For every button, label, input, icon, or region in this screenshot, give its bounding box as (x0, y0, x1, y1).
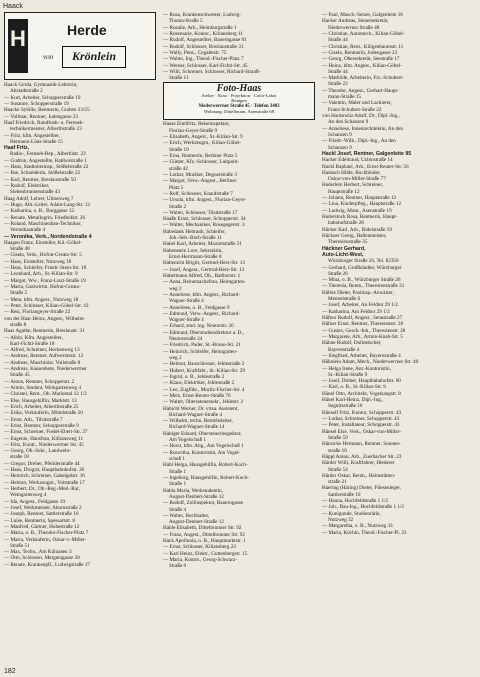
directory-entry-line: — Metz, Ernst-Reuter-Straße 76 (163, 392, 231, 399)
directory-entry-line: Hänsel Else, Verk., Oskar-von-Miller- (322, 428, 401, 435)
directory-entry-line: — Margaretha, o. B., Nutzweg 33 (322, 523, 393, 530)
directory-entry-line: Hauptstraße 12 (328, 188, 360, 195)
directory-entry-line: schuß 1 (169, 456, 185, 462)
directory-entry-line: — Christel, Rent., Ob. Mariental 12 1/2 (4, 391, 87, 398)
directory-entry-line: Richard-Wagner-Straße 14 (169, 424, 225, 431)
directory-entry-line: — Rosa, Krankenschwester, Ludwig- (163, 12, 242, 18)
directory-entry-line: — Karl Heinz, Elektr., Guttenbergstr. 15 (163, 550, 248, 557)
directory-entry-line: — Gerhard, Großhändler, Würzburger (322, 264, 402, 271)
directory-entry-line: — Ilse, Schneiderin, Stößelstraße 22 (4, 170, 81, 177)
column-1 (4, 12, 156, 568)
directory-entry-line: Hermann-Löns-Straße 15 (10, 138, 63, 145)
directory-entry-line: Haering (Häring) Dieter, Fliesenleger, (322, 485, 401, 492)
directory-entry-line: — Erich, Werkzeugm., Kilian-Göbel- (163, 140, 242, 147)
directory-entry-line: — Ernst, Arb., Tilsitstraße 7 (4, 416, 63, 423)
directory-entry-line: — Leonhard, Arb., St.-Kilian-Str. 9 (4, 271, 78, 278)
directory-entry-line: bahnhofstraße 28 (328, 220, 364, 227)
directory-entry-line: An den Schanzen 9 (328, 119, 369, 126)
directory-entry-line: August-Denbert-Straße 12 (169, 519, 224, 526)
directory-entry-line: — Maria, Gastwirtin, Hofrat-Greatz- (4, 284, 81, 290)
directory-entry-line: — Max, Techn., Am Kührasen 3 (4, 549, 72, 556)
directory-entry-line: Straße 22 (328, 81, 348, 88)
directory-entry-line: — Hubert, Kraftfahr., St.-Kilian-Str. 29 (163, 367, 245, 374)
directory-entry-line: straße 21 (328, 479, 347, 486)
directory-entry-line: Franz-Schubert-Straße 22 (328, 106, 382, 113)
foto-ad-services-2: Röntgen (231, 98, 247, 104)
directory-entry-line: — Hanna, Hochfeldstraße 1 1/2 (322, 498, 389, 505)
directory-entry-line: Weingartenweg 4 (10, 492, 47, 499)
directory-entry-line: — Ludwig, Mont., Asenstraße 19 (322, 207, 392, 214)
directory-entry-line: Straße 26 (328, 270, 348, 277)
directory-entry-line: — Wilhelm, techn. Betriebsleiter, (163, 418, 233, 425)
directory-entry-line: Hänself Fritz, Kontor, Schopperstr. 43 (322, 409, 402, 416)
directory-entry-line: — Anneliese, Innenarchitektin, An den (322, 125, 403, 132)
directory-entry-line: Straße 19 (169, 146, 189, 153)
directory-entry-line: Straße 1 (169, 481, 187, 488)
directory-entry-line: — Hans, Schleifer, Friedr.-Stein-Str. 18 (4, 265, 87, 272)
directory-entry-line: Straße 44 (328, 68, 348, 75)
directory-entry-line: Haderstock Rosa, Rentnerin, Haupt- (322, 214, 398, 220)
directory-entry-line: — Else, Hausgehilfin, Marktstr. 13 (4, 397, 77, 404)
directory-entry-line: Häcker Karl, Arb., Ridelstraße 19 (322, 226, 392, 233)
directory-entry-line: — Veronika, Verk., Nordendstraße 4 (4, 233, 92, 240)
directory-entry-line: — Gisela, Verk., Hofrat-Greatz-Str. 5 (4, 252, 82, 259)
directory-entry-line: Straße 5 (10, 290, 28, 297)
directory-entry-line: — Hans, Drogist, Hauptbahnhofstr. 26 (4, 467, 85, 474)
directory-entry-line: Habel Karl, Arbeiter, Mozartstraße 31 (163, 241, 242, 248)
directory-entry-line: — Karl, o. B., St.-Kilian-Str. 9 (322, 384, 386, 391)
directory-entry-line: — Maria, Verkäuferin, Oskar-v.-Miller- (4, 536, 87, 543)
directory-entry-line: — Herbert, Dr., Ob.-Reg.-Med.-Rat, (4, 486, 80, 492)
page-number: 182 (4, 668, 16, 675)
directory-entry-line: — Maria, o. B., Theodor-Fischer-Platz 7 (4, 530, 89, 537)
directory-entry-line: Häfele Dieter, Postinsp.-Anwärter, (322, 289, 394, 296)
directory-entry-line: — Alfred, Schreiner, Heckenweg 13 (4, 347, 80, 354)
directory-entry-line: — Peter, Installateur, Schopperstr. 43 (322, 422, 400, 429)
directory-entry-line: straße 42 (169, 165, 188, 172)
directory-entry-line: Haacke Sybille, Rentnerin, Graben 23/25 (4, 107, 90, 114)
directory-entry-line: Radio-, Fernseh-Rep., Albertlistr. 23 (10, 151, 86, 158)
directory-entry-line: Habla Maria, Werkstudentin, (163, 487, 223, 494)
directory-entry-line: — Otto, Schlosser, Mergentgasse 20 (4, 555, 80, 562)
column-3-entries (322, 12, 474, 536)
column-2 (163, 12, 315, 570)
column-2-entries (163, 12, 315, 570)
directory-entry-line: Florian-Geyer-Straße 9 (169, 127, 218, 134)
directory-entry-line: — Walter, Mechaniker, Rosegegerstr. 3 (163, 222, 245, 229)
directory-entry-line: — Ernst, Schreiner, Fiedel-Ebert-Str. 37 (4, 429, 88, 436)
directory-entry-line: — Margot, Verw.-Angest., Berliner (163, 178, 237, 185)
directory-entry-line: — Albin, Kfm. Angestellter, (4, 334, 63, 341)
directory-entry-line: — Walter, Schlosser, Tilsitstraße 17 (163, 209, 238, 216)
directory-entry-line: Hähnlein Adam, Mech., Niederwerrner Str. 48 (322, 359, 419, 366)
directory-entry-line: — Erhard, stud. ing. Neutorstr. 26 (163, 323, 234, 330)
directory-entry-line: — Margarete, Arb., Armin-Knab-Str. 5 (322, 333, 403, 340)
directory-entry-line: — Wally, Pens., Cogaltestr. 75 (163, 49, 227, 56)
directory-entry-line: Platz 5 (169, 184, 184, 191)
directory-entry-line: Hadasch Hilde, Buchbinder, (322, 169, 381, 176)
directory-entry-line: Nutzweg 32 (328, 517, 354, 523)
column-3 (322, 12, 474, 536)
directory-entry-line: — Mathilde, Arbeiterin, Frz.-Schubert- (322, 75, 404, 82)
directory-entry-line: Habiger Eduard, Obersteuerinspektor, (163, 430, 242, 437)
directory-entry-line: straße 10 (328, 447, 347, 454)
directory-entry-line: — Friedr.-Wilh., Dipl.-Ing., An den (322, 138, 396, 145)
directory-entry-line: — Helmut, Werkzeugm., Voitstraße 17 (4, 479, 85, 486)
directory-entry-line: Haderlein Herbert, Schreiner, (322, 182, 384, 189)
directory-entry-line: Am Vogelschuß 1 (169, 437, 206, 444)
directory-entry-line: Sattlerstraße 10 (328, 491, 361, 498)
directory-entry-line: Veronikastraße 4 (10, 227, 46, 234)
directory-entry-line: — Josef, Werkmeister, Ahornstraße 2 (4, 504, 82, 511)
kroenlein-logo: Krönlein (62, 46, 126, 68)
directory-entry-line: — Fritz, Kontr., Niederwerrner Str. 45 (4, 441, 84, 448)
foto-ad-address: Niederwerrner Straße 45 · Telefon 3403 (198, 103, 280, 109)
directory-entry-line: Wagner-Straße 4 (169, 317, 204, 324)
directory-entry-line: Straße 6 (169, 563, 187, 570)
directory-entry-line: Straße 2 (169, 203, 187, 210)
directory-entry-line: — Helga Irene, Ant.-Kontoristin, (322, 365, 391, 372)
directory-entry-line: Haase Eitelfritz, Reiseinspektor, (163, 121, 230, 128)
directory-entry-line: Straße 11 (169, 75, 189, 82)
directory-entry-line: — Rudolf, Schlosser, Breslaustraße 31 (163, 43, 244, 50)
foto-haas-logo: Foto-Haas (216, 83, 262, 95)
directory-entry-line: — Meta, kfm. Angest., Nutzweg 18 (4, 296, 79, 303)
directory-entry-line: Hänel Otto, Architekt, Vogelsangstr. 8 (322, 390, 401, 397)
directory-entry-line: Habicht Werner, Dr. vrtsa. Assistent, (163, 405, 239, 412)
directory-entry-line: — Katharina, o. B., Burggasse 12 (4, 208, 75, 215)
directory-entry-line: Haaf Friedrich, Rundfunk- u. Fernseh- (4, 119, 85, 126)
directory-entry-line: — Roland, Maschinenbau-Techniker, (4, 220, 82, 227)
herde-von-text: von (43, 53, 54, 61)
directory-entry-line: — Edmund, Verw.-Angest., Richard- (163, 310, 240, 317)
directory-entry-line: — Josef, Arbeiter, An Feldtor 29 1/2 (322, 302, 398, 309)
herde-headline: Herde (67, 22, 107, 38)
directory-entry-line: Straße 44 (328, 37, 348, 44)
directory-entry-line: Hänel Karl-Heinz, Dipl.-Ing., (322, 397, 384, 404)
directory-entry-line: Niederwerrner Straße 48 (328, 24, 380, 31)
directory-entry-line: — Edmund, Oberstudiendirektor a. D., (163, 329, 244, 336)
directory-entry-line: — Joseph, Rentner, Sattlerstraße 16 (4, 511, 79, 518)
directory-entry-line: — Fritz, kfm. Angestellter, (4, 132, 60, 139)
directory-entry-line: — Paul, Masch.-Setzer, Galgenleite 16 (322, 12, 403, 18)
directory-entry-line: — Ernst, Schlosser, Kiliansberg 23 (163, 544, 236, 551)
directory-entry-line: Häppl Anton, Arb., Zuerbacher Str. 23 (322, 453, 402, 460)
directory-entry-line: — Ingeborg, Hausgehilfin, Robert-Koch- (163, 474, 249, 481)
directory-entry-line: St.-Kilian-Straße 9 (328, 371, 368, 378)
directory-entry-line: — Helmut, Bauschlosser, Jehlestraße 2 (163, 361, 245, 368)
directory-entry-line: — Klaus, Elektriker, Jehlestraße 2 (163, 380, 235, 387)
directory-entry-line: — Willi, Schreiner, Schlosser, Richard-Strauß- (163, 68, 261, 75)
directory-entry-line: — Renate, Metallogrin, Friedhofstr. 26 (4, 214, 86, 221)
directory-entry-line: Straße 48 (10, 246, 30, 253)
directory-entry-line: — Rudolf, Angestellter, Bauerngasse 81 (163, 37, 247, 44)
page-header: Haack (3, 3, 23, 10)
directory-entry-line: — Heinrich, Schreiner, Gabelgelstr. 16 (4, 473, 85, 480)
directory-entry-line: Hackl Raphael, Arb., Ernst-Reuter-Str. 56 (322, 163, 409, 170)
herde-advertisement (4, 12, 156, 80)
directory-entry-line: Haaße Ernst, Schlosser, Schopperstr. 34 (163, 216, 246, 223)
directory-entry-line: — Eugenie, Hausfrau, Killiansweg 11 (4, 435, 84, 442)
directory-entry-line: — Hans, Stadtoberinsp., Stößelstraße 22 (4, 164, 89, 171)
directory-entry-line: — Gudrun, Angestellte, Ratiborstraße 1 (4, 157, 87, 164)
directory-entry-line: — Franz, Angest., Dittelbrunner Str. 92 (163, 531, 245, 538)
directory-entry-line: — Hugo, Abt.-Leiter, Adam-Lang-Str. 12 (4, 201, 90, 208)
directory-entry-line: Mennelstraße 6 (328, 296, 361, 303)
directory-entry-line: Härder Willi, Kraftfahrer, Hiederer (322, 460, 395, 467)
directory-entry-line: Schanzen 9 (328, 144, 352, 151)
directory-entry-line: — Maria, Köchin, Theod.-Fischer-Pl. 23 (322, 529, 407, 536)
directory-entry-line: — Rudolf, Zollinspektor, Bauerngasse (163, 500, 244, 507)
directory-entry-line: Richard-Wagner-Straße 4 (169, 411, 222, 418)
directory-entry-line: — Kunigunde, Studienrätin, (322, 510, 381, 517)
directory-entry-line: — Andreas, Maschinist, Vollstraße 8 (4, 359, 81, 366)
directory-entry-line: — Georg, Obersekretär, Seestraße 17 (322, 56, 400, 63)
directory-entry-line: — Andreas, Rentner, Aufwerntsstr. 12 (4, 353, 84, 360)
section-letter: H (8, 19, 28, 73)
directory-entry-line: — Christian, Automech., Kilian-Göbel- (322, 30, 405, 37)
directory-entry-line: Hack Apollonia, o. B., Hauptmarktstr. 1 (163, 538, 246, 545)
directory-entry-line: Altstadtstraße 2 (10, 88, 43, 95)
directory-entry-line: — Georg, Ob.-Sekr., Landwehr- (4, 448, 72, 455)
directory-entry-line: Siebenbrunnenstraße 43 (10, 189, 60, 196)
directory-entry-line: Habermann Alfred, Ob., Ratiborstr. 1 (163, 272, 241, 279)
directory-entry-line: — Theresia, Rentn., Theresienstraße 31 (322, 283, 405, 290)
directory-entry-line: Thoma-Straße 5 (169, 18, 203, 25)
directory-entry-line: — Roswitha, Kontoristin, Am Vogel- (163, 449, 241, 456)
directory-entry-line: Hable Elisabeth, Dittelbrunner Str. 92 (163, 525, 242, 532)
directory-entry-line: Habenicht Brigitt, Gertrud-Herz-Str. 13 (163, 260, 245, 267)
directory-entry-line: Straße 4 (169, 506, 187, 513)
directory-entry-line: — Kurt, Arbeiter, Schopperstraße 19 (4, 94, 81, 101)
directory-entry-line: — Gisela, Rentnerin, Judengasse 23 (322, 49, 398, 56)
directory-entry-line: — Andreas, Kassenbote, Niederwerrner (4, 366, 87, 373)
directory-entry-line: Theresienstraße 35 (328, 239, 368, 246)
directory-entry-line: — Katharina, Am Feldtor 29 1/2 (322, 308, 390, 315)
directory-entry-line: — Karl, Rentner, Breslaustraße 50 (4, 176, 76, 183)
directory-entry-line: — Josef, Angest., Gertrud-Herz-Str. 13 (163, 266, 245, 273)
directory-entry-line: Habedank Helmuth, Schleifer, (163, 228, 226, 235)
directory-entry-line: — Valentin, Maler und Lackierer, (322, 100, 392, 107)
directory-entry-line: Hackl Josef, Rentner, Galgenleite 95 (322, 150, 412, 157)
directory-entry-line: — Hans, Einsteller, Nutzweg 18 (4, 258, 72, 265)
directory-entry-line: Hänsicke Hermann, Rentner, Sonnen- (322, 441, 401, 448)
foto-haas-advertisement (163, 82, 315, 120)
directory-entry-line: — Siegfried, Arbeiter, Bayernstraße 4 (322, 352, 401, 359)
directory-entry-line: — Lina, Kinderpfleg., Hauptstraße 12 (322, 201, 402, 208)
directory-entry-line: — Gregor, Dreher, Pfeilderstraße 44 (4, 460, 80, 467)
directory-entry-line: — Walter, Oberssteuersekr., Jehlestr. 2 (163, 399, 244, 406)
directory-entry-line: Oskar-von-Miller-Straße 77 (328, 176, 386, 183)
directory-entry-line: — Anna, Reinemachefrau, Heimgarten- (163, 279, 246, 286)
directory-entry-line: — Manfred, Gärtner, Hohestraße 12 (4, 523, 80, 530)
directory-entry-line: — Lothar, Schreiner, Schopperstr. 43 (322, 416, 400, 422)
directory-entry-line: — Johann, Rentner, Hauptstraße 12 (322, 195, 397, 202)
directory-entry-line: — Lothar, Musiker, Degnerstraße 3 (163, 171, 237, 178)
directory-entry-line: — Susanne, Schopperstraße 19 (4, 100, 69, 107)
directory-entry-line: — Günter, Kfz.-Schlosser, Luitpold- (163, 159, 239, 166)
directory-entry-line: Haack Gerda, Gymnastik-Lehrerin, (4, 82, 78, 88)
directory-entry-line: — Walter, Buchhalter, (163, 512, 210, 519)
directory-entry-line: — Armin, Student, Weingartenweg 4 (4, 385, 81, 391)
directory-entry-line: — Rudolf, Elektriker, (4, 183, 50, 189)
directory-entry-line: — Joh., Bau-Ing., Hochfeldstraße 1 1/2 (322, 504, 404, 511)
directory-entry-line: — Mina, o. B., Würzburger Straße 26 (322, 277, 401, 284)
directory-entry-line: — Anneliese, kfm. Angest., Richard- (163, 291, 240, 298)
directory-entry-line: straße 18 (10, 454, 29, 461)
directory-entry-line: — Friedrich, Pader, St.-Bruno-Str. 21 (163, 342, 241, 349)
directory-entry-line: — Vollmar, Rentner, Judengasse 23 (4, 113, 79, 120)
directory-entry-line: Segnitzstraße 16 (328, 403, 363, 410)
directory-entry-line: — Anneliese, o. B., Feldgasse 9 (163, 304, 230, 311)
directory-entry-line: Häfner Rudolf, Angest., Sennstraße 27 (322, 315, 403, 321)
directory-entry-line: von Hackewitz Adolf, Dr., Dipl.-Ing., (322, 113, 400, 119)
directory-entry-line: — Ida, Angest., Feldgasse 19 (4, 498, 65, 505)
directory-entry-line: Bayernstraße 4 (328, 346, 360, 353)
directory-entry-line: — Luise, Rentnerin, Spessartstr. 8 (4, 517, 76, 524)
directory-entry-line: Härder Oskar, Rentn., Heimstätten- (322, 472, 396, 479)
directory-entry-line: — Josef, Dreher, Hauptbahnhofstr. 60 (322, 378, 401, 385)
directory-entry-line: — Christian, Rent., Kiligenbaumstr. 11 (322, 43, 404, 50)
directory-entry-line: — Ernst, Rentner, Schopperstraße 9 (4, 422, 79, 429)
directory-entry-line: Karl-Fichtl-Straße 18 (10, 340, 55, 347)
directory-entry-line: — Erna, Rentnerin, Berliner Platz 5 (163, 153, 238, 159)
directory-entry-line: Haas Agathe, Rentnerin, Breslaustr. 31 (4, 328, 85, 335)
directory-entry-line: Habl Helga, Hausgehilfin, Robert-Koch- (163, 462, 248, 469)
directory-entry-line: Habenstein Lore, Sekretärin, (163, 247, 223, 254)
directory-entry-line: — Peter, Schlosser, Kilian-Göbel-Str. 43 (4, 302, 89, 309)
directory-entry-line: Joh.-Seb.-Bach-Straße 11 (169, 235, 222, 242)
directory-entry-line: Straße 59 (328, 434, 348, 441)
directory-entry-line: — Resi, Floriangeyer-Straße 22 (4, 309, 71, 316)
directory-entry-line: — Rolf, Schlosser, Knaufstraße 7 (163, 190, 233, 197)
directory-entry-line: Straße 45 (10, 372, 30, 379)
directory-entry-line: Straße 1 (169, 468, 187, 475)
directory-entry-line: Wagner-Straße 4 (169, 298, 204, 305)
directory-entry-line: mann-Straße 15 (328, 94, 361, 101)
directory-entry-line: — Erika, Verkäuferin, Mittelstraße 20 (4, 410, 83, 417)
directory-entry-line: — Rosemarie, Kontor., Kiliansberg 11 (163, 30, 243, 37)
directory-entry-line: — Margot, Ww., Franz-Liszt-Straße 19 (4, 277, 86, 284)
directory-entry-line: Straße 54 (328, 466, 348, 473)
directory-entry-line: — Leo, Zugführ., Moritz-Fischer-Str. 4 (163, 386, 245, 393)
directory-entry-line: Hacker Edeltraud, Uzbinstraße 14 (322, 157, 393, 164)
directory-entry-line: Haag Adolf, Lehrer, Ulmenweg 7 (4, 195, 74, 202)
column-1-entries (4, 82, 156, 568)
directory-entry-line: Hacker Andreas, Steuersekretär, (322, 18, 389, 25)
directory-entry-line: — Theodor, Angest., Gerhart-Haupt- (322, 87, 399, 94)
directory-entry-line: Häckner Gerhard, (322, 245, 366, 252)
directory-entry-line: — Gustav, Gesch.-Inh., Theresienstr. 28 (322, 327, 406, 334)
directory-entry-line: Haaf Fritz, (4, 145, 30, 152)
directory-entry-line: — Ingrid, o. B., Jehlestraße 2 (163, 373, 225, 380)
directory-entry-line: — Horst, kfm. Ang., Am Vogelschuß 1 (163, 443, 244, 450)
directory-entry-line: Würzburger Straße 26, Tel. 82350 (328, 258, 399, 265)
directory-entry-line: — Maria, Kontor., Georg-Schwarz- (163, 557, 237, 563)
directory-entry-line: von der Haar Heinz, Angest., Wilhelm- (4, 315, 86, 322)
directory-entry-line: — Renate, Krankenpfl., Ludwigstraße 17 (4, 561, 91, 568)
directory-entry-line: weg 2 (169, 355, 182, 361)
directory-entry-line: — Werner, Schlosser, Karl-Fichtl-Str. 45 (163, 62, 248, 69)
foto-ad-residence: Wohnung: Dittelbrunn, Auenstraße 68 (203, 108, 275, 114)
directory-entry-line: — Ursula, kfm. Angest., Florian-Geyer- (163, 197, 247, 204)
directory-entry-line: Hähne Rudolf, Dolmetscher, (322, 340, 382, 347)
directory-entry-line: Neutorstraße 24 (169, 336, 203, 343)
directory-entry-line: — Erich, Arbeiter, Albertlistraße 25 (4, 403, 79, 410)
directory-entry-line: weg 2 (169, 285, 182, 292)
directory-entry-line: — Rosalie, Arb., Heimburgstraße 1 (163, 24, 237, 31)
directory-entry-line: Häfner Ernst, Rentner, Theresienstr. 28 (322, 321, 404, 328)
directory-entry-line: — Heinz, kfm. Angest., Kilian-Göbel- (322, 62, 402, 69)
directory-entry-line: — Heinrich, Schleifer, Heimgarten- (163, 348, 238, 355)
directory-entry-line: straße 8 (10, 321, 27, 328)
directory-entry-line: Häckner Georg, Hallenmeister, (322, 232, 387, 239)
directory-entry-line: technikermeister, Albertlistraße 23 (10, 126, 82, 133)
directory-entry-line: Ernst-Herrmann-Straße 8 (169, 254, 222, 260)
directory-entry-line: Auto-Licht-West, (322, 251, 364, 258)
foto-ad-services: Atelier · Kino · Projektion · Color-Labor (201, 92, 277, 98)
directory-entry-line: Straße 51 (10, 542, 30, 549)
directory-entry-line: — Anton, Rentner, Schopperstr. 2 (4, 378, 75, 385)
directory-entry-line: — Elisabeth, Angest., St.-Kilian-Str. 9 (163, 134, 243, 141)
directory-entry-line: — Walter, Ing., Theod.-Fischer-Platz 7 (163, 56, 244, 63)
directory-entry-line: Schanzen 9 (328, 131, 352, 138)
directory-entry-line: August-Denbert-Straße 12 (169, 493, 224, 500)
directory-entry-line: Haagen Franz, Einsteller, Kil.-Göbel- (4, 239, 82, 246)
